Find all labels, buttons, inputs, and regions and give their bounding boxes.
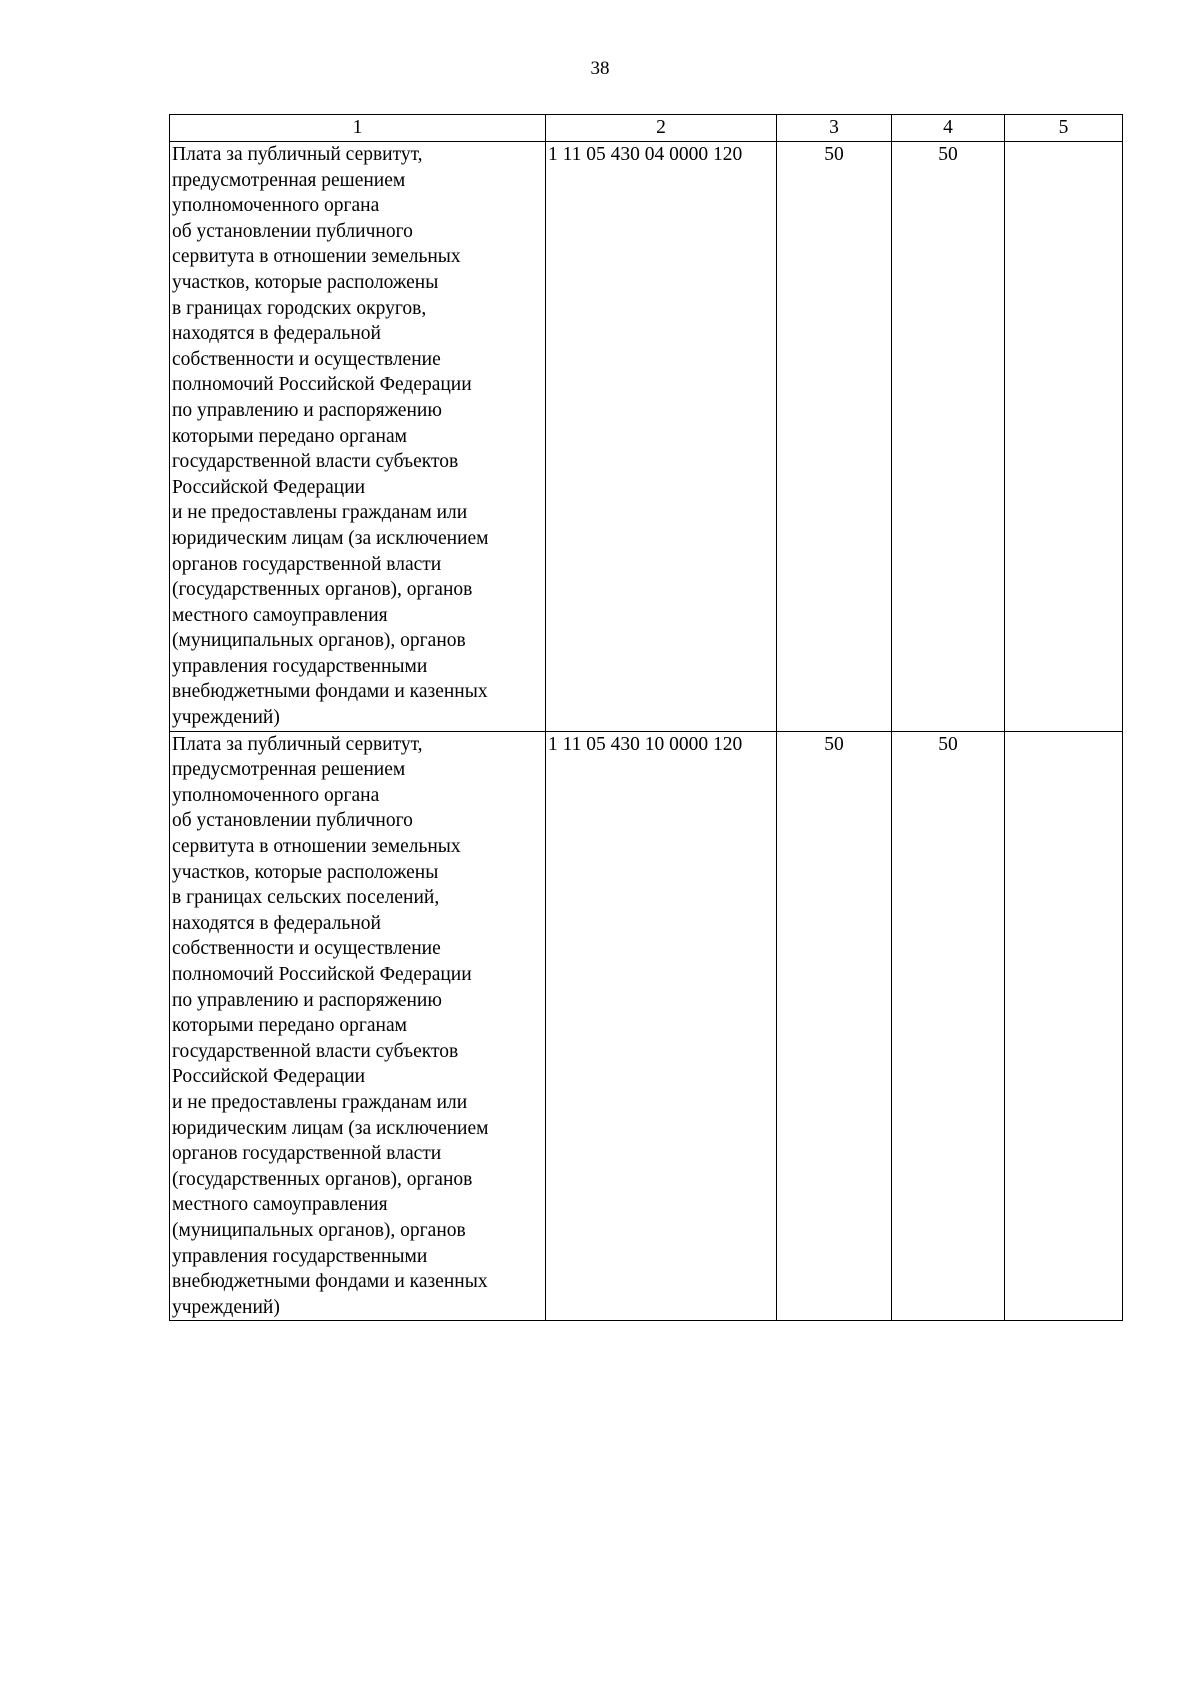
table-row [170, 731, 1123, 1321]
revenue-table [169, 114, 1123, 1321]
row-name-cell: Плата за публичный сервитут, предусмотренная решением уполномоченного органа об установлении публичного сервитута в отношении земельных участков, которые расположены в границах городских округов, находятся в федеральной собственности и осуществление полномочий Российской Федерации по управлению и распоряжению которыми передано органам государственной власти субъектов Российской Федерации и не предоставлены гражданам или юридическим лицам (за исключением органов государственной власти (государственных органов), органов местного самоуправления (муниципальных органов), органов управления государственными внебюджетными фондами и казенных учреждений) [170, 142, 546, 732]
row-col3-cell: 50 [777, 731, 892, 1321]
page-number: 38 [590, 58, 610, 79]
column-header-3: 3 [777, 115, 892, 142]
column-header-4: 4 [892, 115, 1005, 142]
row-col4-cell: 50 [892, 731, 1005, 1321]
column-header-5: 5 [1005, 115, 1123, 142]
table-header-row [170, 115, 1123, 142]
column-header-1: 1 [170, 115, 546, 142]
row-col3-cell: 50 [777, 142, 892, 732]
row-code-cell: 1 11 05 430 10 0000 120 [546, 731, 777, 1321]
row-col4-cell: 50 [892, 142, 1005, 732]
row-code-cell: 1 11 05 430 04 0000 120 [546, 142, 777, 732]
row-col5-cell [1005, 731, 1123, 1321]
column-header-2: 2 [546, 115, 777, 142]
row-name-cell: Плата за публичный сервитут, предусмотренная решением уполномоченного органа об установлении публичного сервитута в отношении земельных участков, которые расположены в границах сельских поселений, находятся в федеральной собственности и осуществление полномочий Российской Федерации по управлению и распоряжению которыми передано органам государственной власти субъектов Российской Федерации и не предоставлены гражданам или юридическим лицам (за исключением органов государственной власти (государственных органов), органов местного самоуправления (муниципальных органов), органов управления государственными внебюджетными фондами и казенных учреждений) [170, 731, 546, 1321]
table-row [170, 142, 1123, 732]
row-col5-cell [1005, 142, 1123, 732]
